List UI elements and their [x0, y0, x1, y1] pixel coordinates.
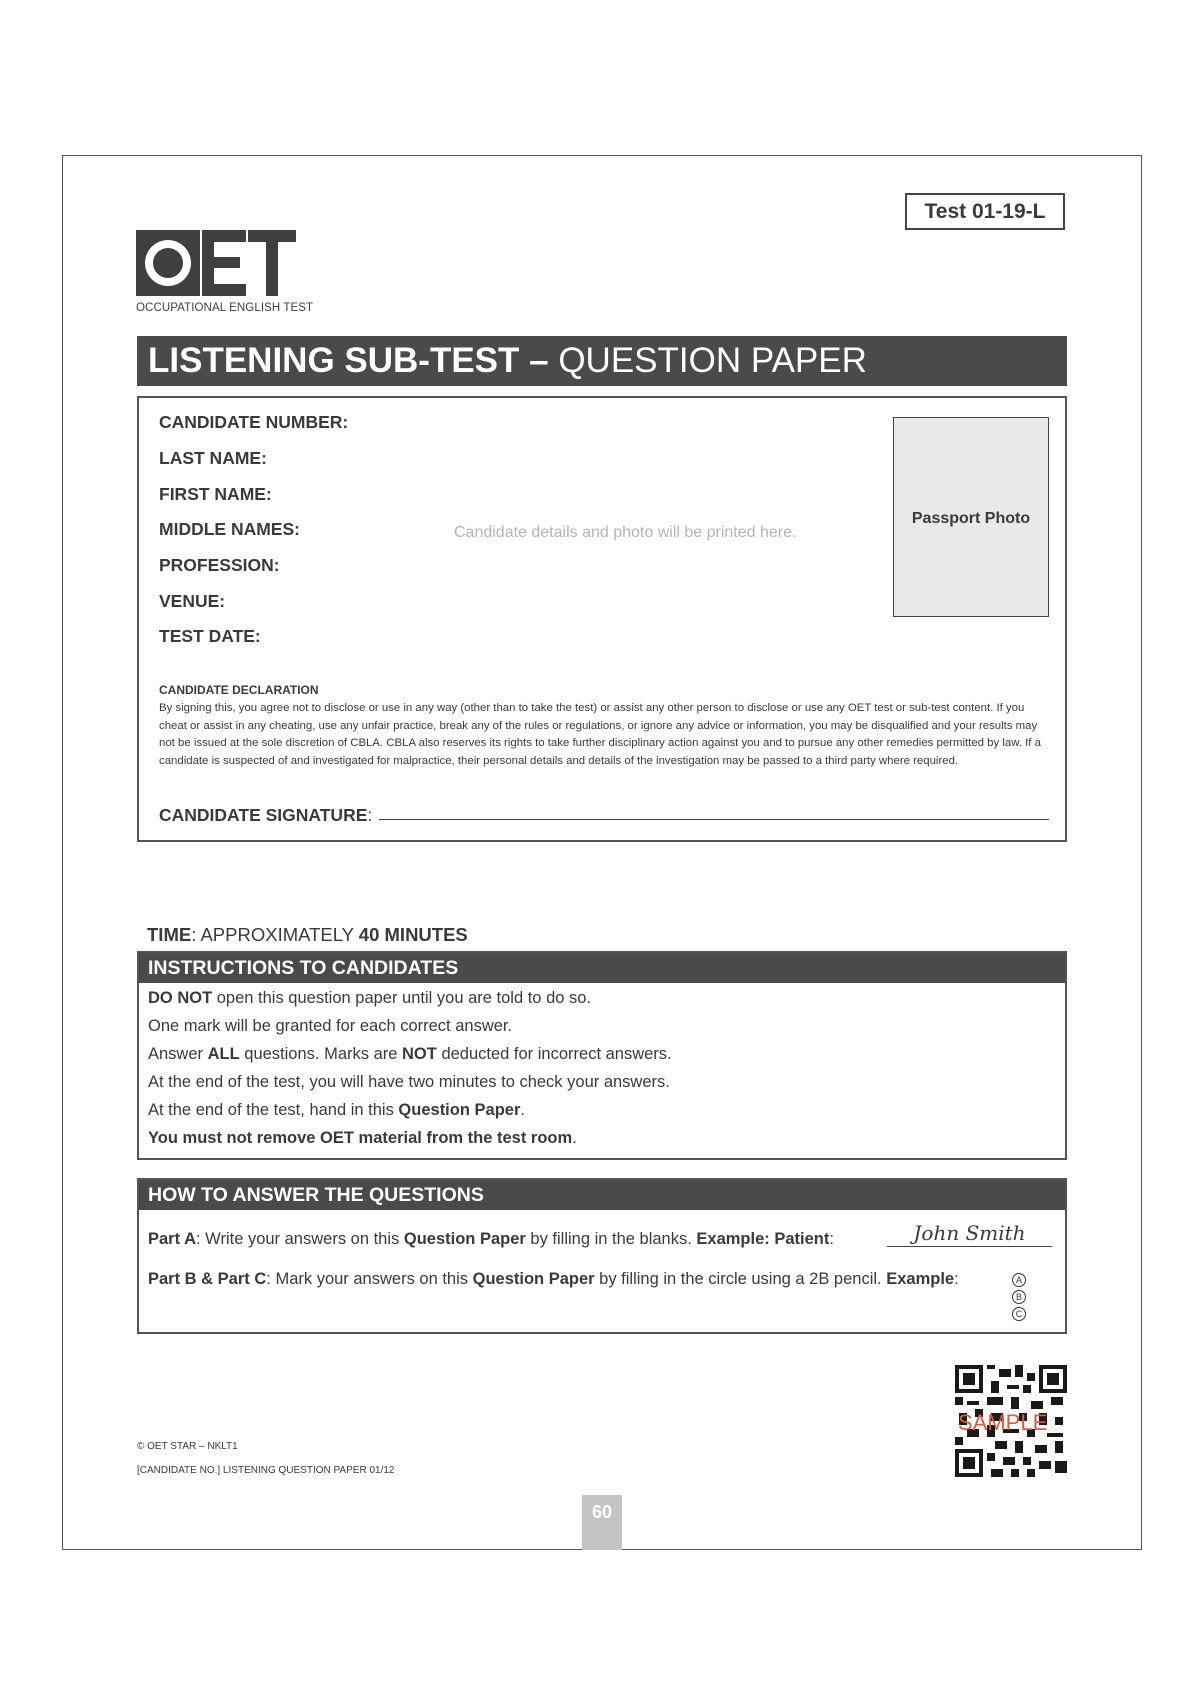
part-bc-bold: Question Paper	[472, 1270, 595, 1288]
time-label: TIME	[147, 924, 192, 945]
signature-label	[159, 805, 372, 826]
part-bc-text: : Mark your answers on this	[266, 1270, 473, 1288]
signature-line[interactable]	[379, 819, 1049, 820]
instruction-text: open this question paper until you are told to do so.	[212, 989, 592, 1007]
part-a-label: Part A	[148, 1230, 196, 1248]
page-title	[137, 336, 1067, 386]
instruction-text: questions. Marks are	[239, 1045, 403, 1063]
instruction-bold: ALL	[207, 1045, 240, 1063]
declaration-text: By signing this, you agree not to disclose or use in any way (other than to take the test) or assist any other person to disclose or use any OET test or sub-test content. If you cheat or assist in any cheating, use any unfair practice, break any of the rules or regulations, or ignore any advice or information, you may be disqualified and your results may not be issued at the sole discretion of CBLA. CBLA also reserves its rights to take further disciplinary action against you and to pursue any other remedies permitted by law. If a candidate is suspected of and investigated for malpractice, their personal details and details of the investigation may be passed to a third party where required.	[159, 702, 1041, 767]
instruction-line	[148, 1129, 577, 1148]
instruction-line: At the end of the test, you will have two minutes to check your answers.	[148, 1073, 670, 1091]
instructions-box	[137, 951, 1067, 1160]
field-venue: VENUE:	[159, 591, 226, 611]
how-to-answer-heading: HOW TO ANSWER THE QUESTIONS	[139, 1180, 1065, 1210]
passport-photo-label: Passport Photo	[911, 510, 1031, 527]
instructions-heading: INSTRUCTIONS TO CANDIDATES	[139, 953, 1065, 983]
part-bc-example: Example	[886, 1270, 955, 1288]
instruction-line	[148, 989, 591, 1008]
footer-paper-reference: [CANDIDATE NO.] LISTENING QUESTION PAPER 01/12	[137, 1465, 395, 1476]
instruction-bold: NOT	[402, 1045, 437, 1063]
instruction-bold: DO NOT	[148, 989, 213, 1007]
part-a-bold: Question Paper	[403, 1230, 526, 1248]
logo-subtitle: OCCUPATIONAL ENGLISH TEST	[136, 302, 314, 314]
part-a-example: Example: Patient	[696, 1230, 830, 1248]
instruction-bold: You must not remove OET material from the test room	[148, 1129, 573, 1147]
candidate-details-box	[137, 396, 1067, 842]
footer-copyright: © OET STAR – NKLT1	[137, 1441, 238, 1452]
instruction-text: Answer	[148, 1045, 208, 1063]
oet-logo	[136, 228, 336, 320]
oet-logo-icon	[136, 228, 336, 300]
answer-bubble-c[interactable]: C	[1012, 1307, 1026, 1321]
field-first-name: FIRST NAME:	[159, 484, 272, 504]
passport-photo-box	[893, 417, 1049, 617]
time-middle: : APPROXIMATELY	[191, 924, 359, 945]
signature-label-text: CANDIDATE SIGNATURE	[159, 805, 368, 825]
how-to-answer-box	[137, 1178, 1067, 1334]
part-a-text: by filling in the blanks.	[525, 1230, 697, 1248]
signature-colon: :	[367, 805, 373, 825]
declaration-title: CANDIDATE DECLARATION	[159, 683, 319, 697]
answer-bubble-a[interactable]: A	[1012, 1273, 1026, 1287]
qr-sample-overlay: SAMPLE	[958, 1410, 1048, 1435]
instruction-text: .	[572, 1129, 577, 1147]
field-last-name: LAST NAME:	[159, 448, 267, 468]
field-candidate-number: CANDIDATE NUMBER:	[159, 412, 349, 432]
title-bold: LISTENING SUB-TEST –	[148, 341, 549, 380]
test-code-box: Test 01-19-L	[905, 193, 1065, 230]
instruction-bold: Question Paper	[398, 1101, 521, 1119]
part-bc-label: Part B & Part C	[148, 1270, 267, 1288]
instruction-line: One mark will be granted for each correct answer.	[148, 1017, 513, 1035]
time-allowed	[147, 924, 468, 946]
part-bc-instruction	[148, 1270, 959, 1289]
instruction-text: deducted for incorrect answers.	[436, 1045, 672, 1063]
part-a-colon: :	[829, 1230, 834, 1248]
page-number: 60	[582, 1495, 622, 1550]
instruction-text: At the end of the test, hand in this	[148, 1101, 399, 1119]
candidate-placeholder-note: Candidate details and photo will be printed here.	[454, 524, 797, 541]
field-profession: PROFESSION:	[159, 555, 280, 575]
part-a-instruction	[148, 1230, 834, 1249]
part-bc-colon: :	[954, 1270, 959, 1288]
example-answer-handwritten: John Smith	[887, 1220, 1052, 1247]
field-middle-names: MIDDLE NAMES:	[159, 519, 300, 539]
title-regular: QUESTION PAPER	[558, 341, 867, 380]
answer-bubble-b[interactable]: B	[1012, 1290, 1026, 1304]
part-bc-text: by filling in the circle using a 2B pencil.	[594, 1270, 887, 1288]
instruction-line	[148, 1045, 672, 1064]
part-a-text: : Write your answers on this	[196, 1230, 404, 1248]
instruction-text: .	[520, 1101, 525, 1119]
time-value: 40 MINUTES	[358, 924, 468, 945]
instruction-line	[148, 1101, 525, 1120]
field-test-date: TEST DATE:	[159, 626, 261, 646]
